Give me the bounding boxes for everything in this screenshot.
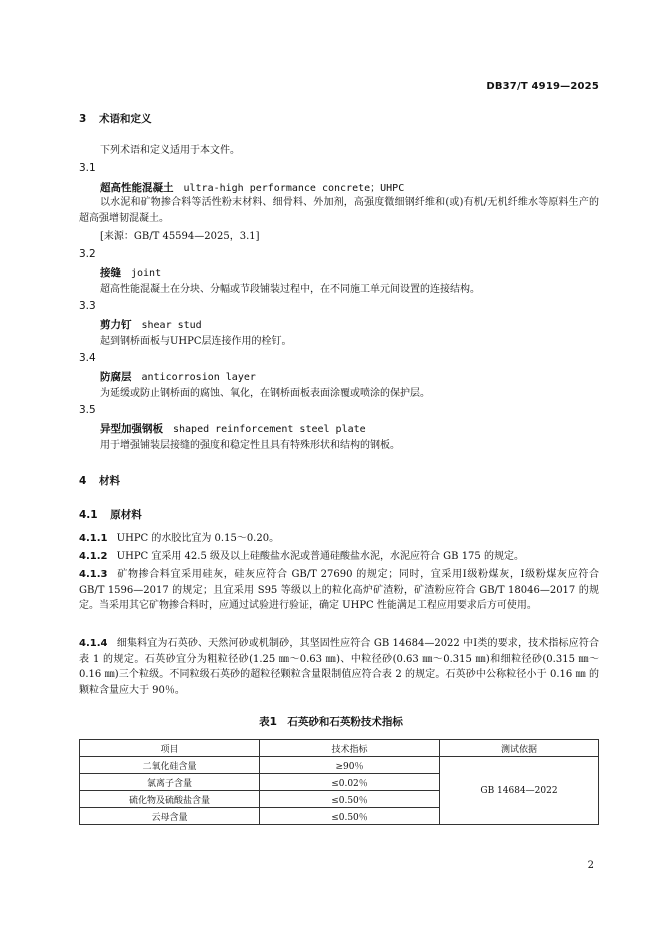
table-1 bbox=[79, 739, 599, 825]
term-3-3-cn: 剪力钉 bbox=[100, 319, 132, 331]
term-3-5-en: shaped reinforcement steel plate bbox=[173, 424, 366, 435]
table-header-row bbox=[80, 740, 599, 757]
table-1-caption: 表1 石英砂和石英粉技术指标 bbox=[259, 716, 403, 728]
table-row bbox=[80, 757, 599, 774]
clause-4-1-1-text: UHPC 的水胶比宜为 0.15～0.20。 bbox=[116, 533, 280, 544]
section-4-title: 材料 bbox=[98, 475, 120, 487]
table-cell-item: 云母含量 bbox=[80, 808, 260, 825]
table-cell-item: 氯离子含量 bbox=[80, 774, 260, 791]
subsection-4-1-heading bbox=[79, 507, 142, 522]
page-number: 2 bbox=[587, 860, 594, 871]
term-3-4-definition: 为延缓或防止钢桥面的腐蚀、氧化，在钢桥面板表面涂覆或喷涂的保护层。 bbox=[100, 388, 430, 399]
term-3-5-title bbox=[100, 421, 366, 436]
table-cell-item: 硫化物及硫酸盐含量 bbox=[80, 791, 260, 808]
clause-4-1-1 bbox=[79, 531, 599, 547]
term-3-2-cn: 接缝 bbox=[100, 267, 121, 279]
table-header-cell: 项目 bbox=[80, 740, 260, 757]
clause-4-1-3-number: 4.1.3 bbox=[79, 569, 108, 580]
clause-4-1-2-text: UHPC 宜采用 42.5 级及以上硅酸盐水泥或普通硅酸盐水泥，水泥应符合 GB 175 的规定。 bbox=[116, 551, 524, 562]
term-3-5-definition: 用于增强铺装层接缝的强度和稳定性且具有特殊形状和结构的钢板。 bbox=[100, 440, 400, 451]
term-3-5-number: 3.5 bbox=[79, 404, 96, 416]
section-3-title: 术语和定义 bbox=[98, 113, 152, 125]
table-cell-spec: ≤0.02％ bbox=[260, 774, 440, 791]
term-3-1-en: ultra-high performance concrete；UHPC bbox=[183, 183, 405, 194]
term-3-1-definition: 以水泥和矿物掺合料等活性粉末材料、细骨料、外加剂，高强度微细钢纤维和(或)有机/无机纤维水等原料生产的超高强增韧混凝土。 bbox=[79, 197, 599, 224]
section-3-number: 3 bbox=[79, 113, 87, 125]
term-3-1-number: 3.1 bbox=[79, 162, 96, 174]
section-4-heading bbox=[79, 473, 120, 488]
term-3-3-definition: 起到钢桥面板与UHPC层连接作用的栓钉。 bbox=[100, 336, 292, 347]
section-4-number: 4 bbox=[79, 475, 87, 487]
document-id: DB37/T 4919—2025 bbox=[486, 81, 599, 92]
term-3-4-number: 3.4 bbox=[79, 352, 96, 364]
term-3-3-title bbox=[100, 317, 202, 332]
term-3-4-en: anticorrosion layer bbox=[141, 372, 256, 383]
term-3-4-title bbox=[100, 369, 256, 384]
table-header-cell: 测试依据 bbox=[440, 740, 599, 757]
subsection-4-1-number: 4.1 bbox=[79, 509, 98, 521]
term-3-1-title bbox=[100, 179, 404, 195]
term-3-2-definition: 超高性能混凝土在分块、分幅或节段铺装过程中，在不同施工单元间设置的连接结构。 bbox=[100, 284, 480, 295]
table-header-cell: 技术指标 bbox=[260, 740, 440, 757]
term-3-2-en: joint bbox=[131, 268, 162, 279]
table-cell-item: 二氧化硅含量 bbox=[80, 757, 260, 774]
term-3-2-title bbox=[100, 265, 161, 280]
term-3-5-cn: 异型加强钢板 bbox=[100, 423, 163, 435]
term-3-1-source: [来源：GB/T 45594—2025，3.1] bbox=[100, 231, 260, 242]
clause-4-1-1-number: 4.1.1 bbox=[79, 533, 108, 544]
clause-4-1-4-number: 4.1.4 bbox=[79, 638, 108, 649]
table-cell-spec: ≤0.50％ bbox=[260, 791, 440, 808]
section-3-intro: 下列术语和定义适用于本文件。 bbox=[100, 145, 240, 156]
table-cell-spec: ≥90％ bbox=[260, 757, 440, 774]
subsection-4-1-title: 原材料 bbox=[110, 509, 142, 521]
term-3-2-number: 3.2 bbox=[79, 248, 96, 260]
table-cell-spec: ≤0.50％ bbox=[260, 808, 440, 825]
clause-4-1-2-number: 4.1.2 bbox=[79, 551, 108, 562]
term-3-3-en: shear stud bbox=[141, 320, 202, 331]
term-3-1-cn: 超高性能混凝土 bbox=[100, 182, 174, 194]
term-3-4-cn: 防腐层 bbox=[100, 371, 132, 383]
clause-4-1-4-text: 细集料宜为石英砂、天然河砂或机制砂，其坚固性应符合 GB 14684—2022 中Ⅰ类的要求，技术指标应符合表 1 的规定。石英砂宜分为粗粒径砂(1.25 ㎜～0.63 ㎜)、中粒径砂(0.63 ㎜～0.315 ㎜)和细粒径砂(0.315 ㎜～0.16 ㎜)三个粒级。不同粒级石英砂的超粒径颗粒含量限制值应符合表 2 的规定。石英砂中公称粒径小于 0.16 ㎜ 的颗粒含量应大于 90％。 bbox=[79, 638, 599, 696]
clause-4-1-3-text: 矿物掺合料宜采用硅灰，硅灰应符合 GB/T 27690 的规定；同时，宜采用Ⅰ级粉煤灰，Ⅰ级粉煤灰应符合 GB/T 1596—2017 的规定；且宜采用 S95 等级以上的粒化高炉矿渣粉，矿渣粉应符合 GB/T 18046—2017 的规定。当采用其它矿物掺合料时，应通过试验进行验证，确定 UHPC 性能满足工程应用要求后方可使用。 bbox=[79, 569, 599, 611]
term-3-3-number: 3.3 bbox=[79, 300, 96, 312]
clause-4-1-2 bbox=[79, 549, 599, 565]
clause-4-1-3 bbox=[79, 567, 599, 614]
section-3-heading bbox=[79, 111, 151, 126]
clause-4-1-4 bbox=[79, 636, 599, 698]
table-cell-test-basis: GB 14684—2022 bbox=[440, 757, 599, 825]
